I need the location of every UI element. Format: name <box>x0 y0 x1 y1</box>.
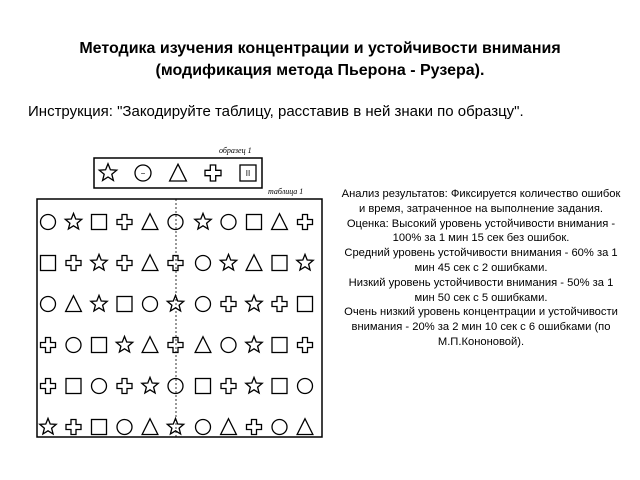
square-icon <box>272 256 287 271</box>
instruction-text: Инструкция: "Закодируйте таблицу, расставив в ней знаки по образцу". <box>28 103 524 120</box>
circle-icon <box>92 379 107 394</box>
triangle-icon <box>170 164 187 181</box>
triangle-icon <box>221 419 237 435</box>
sample-code: − <box>140 169 146 178</box>
triangle-icon <box>142 255 158 271</box>
test-figure <box>36 140 326 440</box>
triangle-icon <box>272 214 288 230</box>
analysis-line-3: Средний уровень устойчивости внимания - 60% за 1 мин 45 сек с 2 ошибками. <box>344 247 618 274</box>
cross-icon <box>205 165 221 181</box>
star-icon <box>167 295 183 311</box>
star-icon <box>65 213 81 229</box>
triangle-icon <box>246 255 262 271</box>
analysis-line-2: Оценка: Высокий уровень устойчивости внимания - 100% за 1 мин 15 сек без ошибок. <box>346 217 616 245</box>
circle-icon <box>221 215 236 230</box>
cross-icon <box>117 256 132 271</box>
triangle-icon <box>297 419 313 435</box>
circle-icon <box>298 379 313 394</box>
star-icon <box>195 213 211 229</box>
circle-icon <box>272 420 287 435</box>
square-icon <box>272 338 287 353</box>
cross-icon <box>168 338 183 353</box>
analysis-line-5: Очень низкий уровень концентрации и устойчивости внимания - 20% за 2 мин 10 сек с 6 ошибками (по М.П.Кононовой). <box>344 306 618 348</box>
triangle-icon <box>142 214 158 230</box>
title-line-1: Методика изучения концентрации и устойчивости внимания <box>79 40 561 57</box>
symbol-grid <box>40 213 313 434</box>
sample-code: II <box>245 169 251 178</box>
star-icon <box>91 295 107 311</box>
square-icon <box>196 379 211 394</box>
analysis-line-4: Низкий уровень устойчивости внимания - 50% за 1 мин 50 сек с 5 ошибками. <box>348 276 614 304</box>
star-icon <box>142 377 158 393</box>
triangle-icon <box>142 337 158 353</box>
cross-icon <box>247 420 262 435</box>
circle-icon <box>196 297 211 312</box>
cross-icon <box>221 297 236 312</box>
analysis-line-1: Анализ результатов: Фиксируется количество ошибок и время, затраченное на выполнение задания. <box>341 188 621 215</box>
circle-icon <box>117 420 132 435</box>
circle-icon <box>143 297 158 312</box>
page-title <box>20 38 620 82</box>
circle-icon <box>221 338 236 353</box>
analysis-text <box>338 187 624 350</box>
circle-icon <box>196 256 211 271</box>
cross-icon <box>66 420 81 435</box>
triangle-icon <box>142 419 158 435</box>
circle-icon <box>66 338 81 353</box>
circle-icon <box>41 215 56 230</box>
square-icon <box>92 338 107 353</box>
star-icon <box>91 254 107 270</box>
square-icon <box>41 256 56 271</box>
sample-row <box>99 164 256 181</box>
star-icon <box>167 418 183 434</box>
square-icon <box>298 297 313 312</box>
triangle-icon <box>195 337 211 353</box>
circle-icon <box>168 379 183 394</box>
star-icon <box>99 164 116 181</box>
cross-icon <box>117 215 132 230</box>
sample-label: образец 1 <box>219 146 252 155</box>
square-icon <box>272 379 287 394</box>
cross-icon <box>41 338 56 353</box>
circle-icon <box>168 215 183 230</box>
circle-icon <box>196 420 211 435</box>
square-icon <box>117 297 132 312</box>
table-border <box>37 199 322 437</box>
cross-icon <box>117 379 132 394</box>
square-icon <box>92 215 107 230</box>
star-icon <box>246 295 262 311</box>
square-icon <box>66 379 81 394</box>
square-icon <box>92 420 107 435</box>
square-icon <box>247 215 262 230</box>
title-line-2: (модификация метода Пьерона - Рузера). <box>155 62 485 79</box>
sample-box <box>94 158 262 188</box>
table-label: таблица 1 <box>268 187 304 196</box>
circle-icon <box>41 297 56 312</box>
star-icon <box>246 336 262 352</box>
star-icon <box>297 254 313 270</box>
star-icon <box>40 418 56 434</box>
star-icon <box>246 377 262 393</box>
cross-icon <box>272 297 287 312</box>
cross-icon <box>41 379 56 394</box>
cross-icon <box>298 338 313 353</box>
star-icon <box>220 254 236 270</box>
cross-icon <box>298 215 313 230</box>
cross-icon <box>221 379 236 394</box>
triangle-icon <box>66 296 82 312</box>
star-icon <box>116 336 132 352</box>
cross-icon <box>66 256 81 271</box>
cross-icon <box>168 256 183 271</box>
